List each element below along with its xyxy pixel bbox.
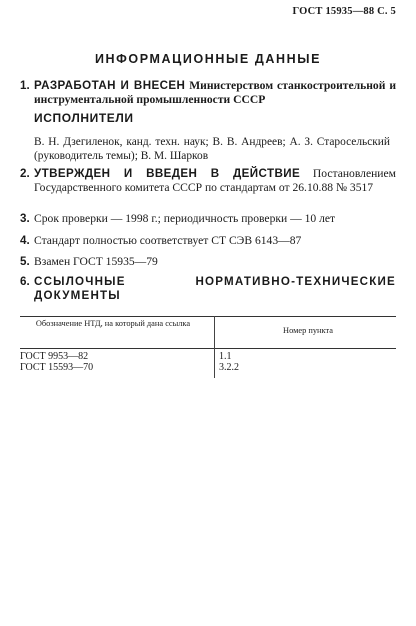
info-item-6: [20, 275, 396, 303]
item-caps: ССЫЛОЧНЫЕ НОРМАТИВНО-ТЕХНИЧЕСКИЕ ДОКУМЕНТЫ: [34, 275, 396, 302]
item-body: [34, 167, 396, 195]
info-item-3: [20, 212, 396, 226]
item-caps: РАЗРАБОТАН И ВНЕСЕН: [34, 79, 186, 92]
info-item-4: [20, 234, 396, 248]
column-header-clause: Номер пункта: [283, 326, 333, 335]
header-column-divider: [214, 316, 215, 348]
item-number: 3.: [20, 212, 30, 225]
item-number: 5.: [20, 255, 30, 268]
item-text: Министерством станкостроительной и инструментальной промышленности СССР: [34, 79, 396, 106]
body-column-divider: [214, 348, 215, 378]
executors-subheading: ИСПОЛНИТЕЛИ: [34, 111, 134, 125]
item-text: Взамен ГОСТ 15935—79: [34, 255, 158, 268]
item-text: Постановлением Государственного комитета СССР по стандартам от 26.10.88 № 3517: [34, 167, 396, 194]
column-header-document: Обозначение НТД, на который дана ссылка: [35, 319, 191, 328]
item-body: [34, 275, 396, 303]
item-text: Стандарт полностью соответствует СТ СЭВ 6143—87: [34, 234, 302, 247]
table-row-2-clause: 3.2.2: [219, 362, 239, 373]
table-top-rule: [20, 316, 396, 317]
executors-list: В. Н. Дзегиленок, канд. техн. наук; В. В. Андреев; А. З. Старосельский (руководитель темы); В. М. Шарков: [34, 136, 390, 162]
item-text: Срок проверки — 1998 г.; периодичность проверки — 10 лет: [34, 212, 336, 225]
table-row-1-document: ГОСТ 9953—82: [20, 351, 89, 362]
info-item-1: [20, 79, 396, 107]
table-row-2-document: ГОСТ 15593—70: [20, 362, 94, 373]
page-header: ГОСТ 15935—88 С. 5: [292, 6, 396, 17]
item-body: [34, 79, 396, 107]
table-row-1-clause: 1.1: [219, 351, 232, 362]
info-item-2: [20, 167, 396, 195]
header-bottom-rule: [20, 348, 396, 349]
info-item-5: [20, 255, 396, 269]
item-number: 6.: [20, 275, 30, 288]
item-number: 2.: [20, 167, 30, 180]
section-heading: ИНФОРМАЦИОННЫЕ ДАННЫЕ: [94, 52, 322, 66]
item-caps: УТВЕРЖДЕН И ВВЕДЕН В ДЕЙСТВИЕ: [34, 167, 301, 180]
item-number: 4.: [20, 234, 30, 247]
item-number: 1.: [20, 79, 30, 92]
